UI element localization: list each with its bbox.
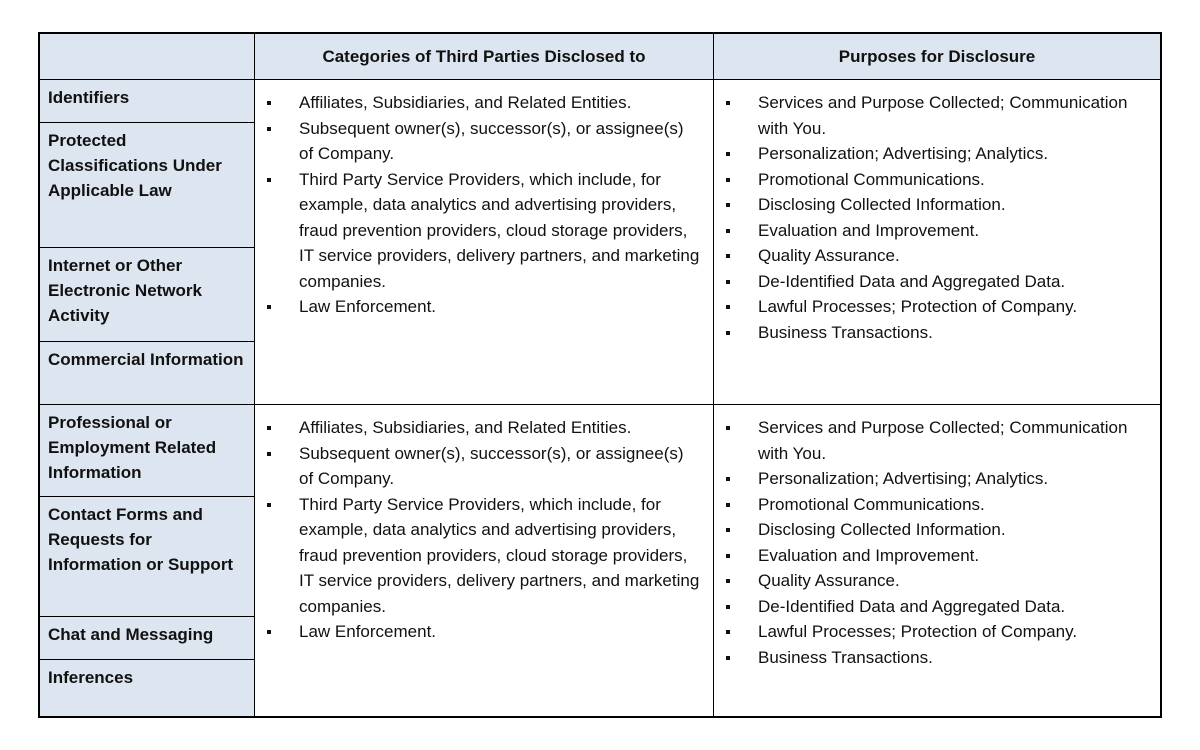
group1-purposes bbox=[714, 80, 1160, 405]
list-item: Third Party Service Providers, which include, for example, data analytics and advertising providers, fraud prevention providers, cloud storage providers, IT service providers, delivery partners, and marketing companies. bbox=[265, 167, 701, 295]
list-item: Affiliates, Subsidiaries, and Related Entities. bbox=[265, 90, 701, 116]
list-item: Services and Purpose Collected; Communication with You. bbox=[724, 415, 1148, 466]
category-cell: Chat and Messaging bbox=[40, 617, 254, 660]
list-item: Third Party Service Providers, which include, for example, data analytics and advertising providers, fraud prevention providers, cloud storage providers, IT service providers, delivery partners, and marketing companies. bbox=[265, 492, 701, 620]
list-item: Affiliates, Subsidiaries, and Related Entities. bbox=[265, 415, 701, 441]
list-item: Quality Assurance. bbox=[724, 568, 1148, 594]
list-item: Quality Assurance. bbox=[724, 243, 1148, 269]
category-cell: Professional or Employment Related Information bbox=[40, 405, 254, 497]
group2-categories bbox=[40, 405, 255, 716]
list-item: Evaluation and Improvement. bbox=[724, 218, 1148, 244]
disclosure-table bbox=[38, 32, 1162, 718]
header-col2-label: Categories of Third Parties Disclosed to bbox=[322, 46, 646, 66]
purpose-list bbox=[724, 415, 1148, 670]
group1-categories bbox=[40, 80, 255, 405]
list-item: Evaluation and Improvement. bbox=[724, 543, 1148, 569]
list-item: Law Enforcement. bbox=[265, 619, 701, 645]
category-cell: Commercial Information bbox=[48, 350, 244, 369]
list-item: Personalization; Advertising; Analytics. bbox=[724, 466, 1148, 492]
list-item: Subsequent owner(s), successor(s), or assignee(s) of Company. bbox=[265, 116, 701, 167]
category-cell: Inferences bbox=[48, 668, 134, 687]
group2-purposes bbox=[714, 405, 1160, 716]
list-item: De-Identified Data and Aggregated Data. bbox=[724, 269, 1148, 295]
list-item: Law Enforcement. bbox=[265, 294, 701, 320]
purpose-list bbox=[724, 90, 1148, 345]
list-item: Lawful Processes; Protection of Company. bbox=[724, 619, 1148, 645]
category-cell: Internet or Other Electronic Network Activity bbox=[40, 248, 254, 342]
list-item: Personalization; Advertising; Analytics. bbox=[724, 141, 1148, 167]
list-item: Lawful Processes; Protection of Company. bbox=[724, 294, 1148, 320]
third-party-list bbox=[265, 90, 701, 320]
category-cell: Protected Classifications Under Applicable Law bbox=[40, 123, 254, 248]
list-item: Promotional Communications. bbox=[724, 167, 1148, 193]
list-item: Business Transactions. bbox=[724, 645, 1148, 671]
third-party-list bbox=[265, 415, 701, 645]
category-cell: Contact Forms and Requests for Information or Support bbox=[40, 497, 254, 617]
list-item: Promotional Communications. bbox=[724, 492, 1148, 518]
header-empty-cell bbox=[40, 34, 255, 80]
header-col3-label: Purposes for Disclosure bbox=[838, 46, 1036, 66]
category-cell: Identifiers bbox=[40, 80, 254, 123]
group1-third-parties bbox=[255, 80, 714, 405]
header-purposes bbox=[714, 34, 1160, 80]
header-third-parties bbox=[255, 34, 714, 80]
list-item: Disclosing Collected Information. bbox=[724, 517, 1148, 543]
list-item: Disclosing Collected Information. bbox=[724, 192, 1148, 218]
list-item: De-Identified Data and Aggregated Data. bbox=[724, 594, 1148, 620]
list-item: Business Transactions. bbox=[724, 320, 1148, 346]
list-item: Subsequent owner(s), successor(s), or assignee(s) of Company. bbox=[265, 441, 701, 492]
list-item: Services and Purpose Collected; Communication with You. bbox=[724, 90, 1148, 141]
group2-third-parties bbox=[255, 405, 714, 716]
